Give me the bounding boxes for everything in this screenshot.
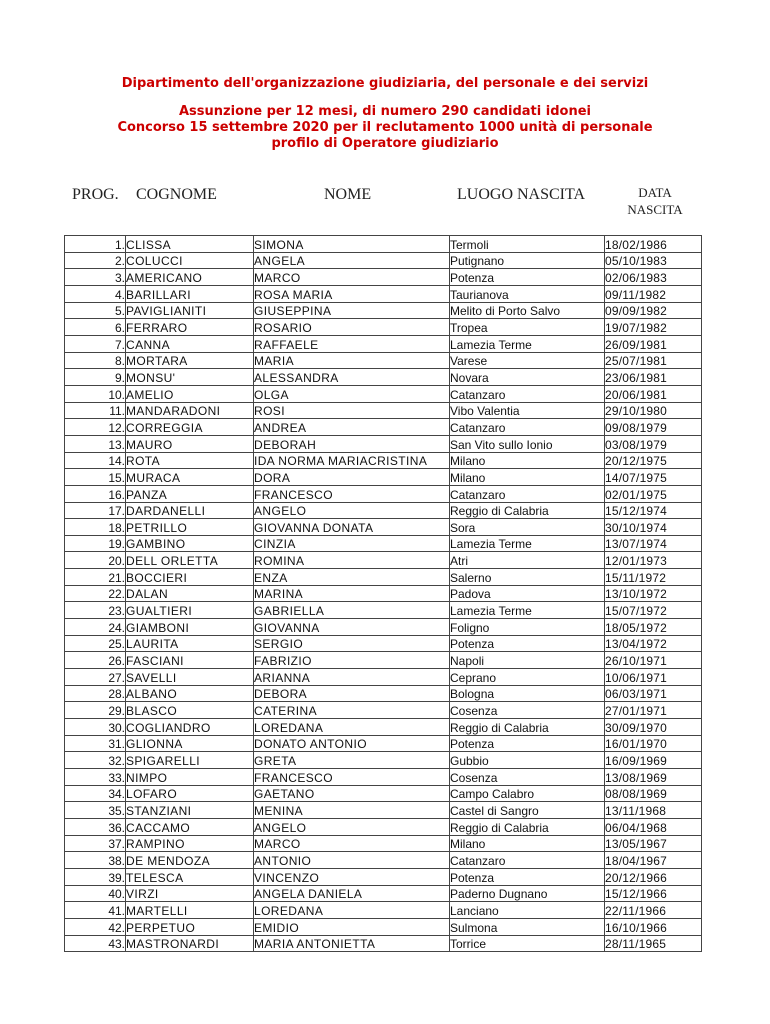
luogo-cell: Novara: [450, 369, 605, 386]
data-cell: 15/12/1974: [605, 502, 702, 519]
data-cell: 30/09/1970: [605, 719, 702, 736]
data-cell: 16/10/1966: [605, 918, 702, 935]
data-cell: 15/11/1972: [605, 569, 702, 586]
data-cell: 13/07/1974: [605, 535, 702, 552]
nome-cell: ROMINA: [254, 552, 450, 569]
prog-cell: 23.: [65, 602, 126, 619]
data-cell: 18/05/1972: [605, 619, 702, 636]
data-cell: 10/06/1971: [605, 669, 702, 686]
data-cell: 27/01/1971: [605, 702, 702, 719]
nome-cell: SIMONA: [254, 236, 450, 253]
luogo-cell: Bologna: [450, 685, 605, 702]
prog-cell: 9.: [65, 369, 126, 386]
data-cell: 16/09/1969: [605, 752, 702, 769]
luogo-cell: Paderno Dugnano: [450, 885, 605, 902]
prog-cell: 15.: [65, 469, 126, 486]
luogo-cell: Catanzaro: [450, 852, 605, 869]
luogo-cell: Torrice: [450, 935, 605, 952]
nome-cell: ROSI: [254, 402, 450, 419]
table-row: [65, 918, 702, 935]
luogo-cell: Potenza: [450, 269, 605, 286]
table-row: [65, 835, 702, 852]
table-row: [65, 602, 702, 619]
column-header-data-line2: NASCITA: [627, 202, 683, 217]
table-row: [65, 302, 702, 319]
data-cell: 20/12/1966: [605, 868, 702, 885]
data-cell: 06/04/1968: [605, 818, 702, 835]
table-row: [65, 519, 702, 536]
luogo-cell: Catanzaro: [450, 485, 605, 502]
nome-cell: IDA NORMA MARIACRISTINA: [254, 452, 450, 469]
prog-cell: 32.: [65, 752, 126, 769]
hiring-subtitle: Assunzione per 12 mesi, di numero 290 candidati idonei: [179, 104, 591, 119]
data-cell: 29/10/1980: [605, 402, 702, 419]
luogo-cell: Termoli: [450, 236, 605, 253]
cognome-cell: GUALTIERI: [126, 602, 254, 619]
cognome-cell: STANZIANI: [126, 802, 254, 819]
data-cell: 23/06/1981: [605, 369, 702, 386]
table-row: [65, 852, 702, 869]
prog-cell: 38.: [65, 852, 126, 869]
data-cell: 02/06/1983: [605, 269, 702, 286]
nome-cell: DORA: [254, 469, 450, 486]
cognome-cell: DARDANELLI: [126, 502, 254, 519]
prog-cell: 16.: [65, 485, 126, 502]
data-cell: 26/10/1971: [605, 652, 702, 669]
data-cell: 05/10/1983: [605, 252, 702, 269]
data-cell: 30/10/1974: [605, 519, 702, 536]
prog-cell: 11.: [65, 402, 126, 419]
data-cell: 13/10/1972: [605, 585, 702, 602]
table-row: [65, 719, 702, 736]
nome-cell: MARINA: [254, 585, 450, 602]
cognome-cell: BLASCO: [126, 702, 254, 719]
prog-cell: 7.: [65, 335, 126, 352]
data-cell: 13/04/1972: [605, 635, 702, 652]
table-row: [65, 685, 702, 702]
nome-cell: FRANCESCO: [254, 769, 450, 786]
data-cell: 13/05/1967: [605, 835, 702, 852]
luogo-cell: Lamezia Terme: [450, 602, 605, 619]
table-row: [65, 868, 702, 885]
nome-cell: ANDREA: [254, 419, 450, 436]
cognome-cell: AMELIO: [126, 385, 254, 402]
prog-cell: 39.: [65, 868, 126, 885]
table-row: [65, 785, 702, 802]
luogo-cell: Sora: [450, 519, 605, 536]
data-cell: 03/08/1979: [605, 435, 702, 452]
cognome-cell: BOCCIERI: [126, 569, 254, 586]
prog-cell: 30.: [65, 719, 126, 736]
cognome-cell: ALBANO: [126, 685, 254, 702]
table-row: [65, 435, 702, 452]
prog-cell: 14.: [65, 452, 126, 469]
department-title: Dipartimento dell'organizzazione giudiziaria, del personale e dei servizi: [121, 76, 649, 91]
candidates-table: [64, 235, 702, 952]
cognome-cell: SPIGARELLI: [126, 752, 254, 769]
luogo-cell: Milano: [450, 469, 605, 486]
nome-cell: VINCENZO: [254, 868, 450, 885]
cognome-cell: NIMPO: [126, 769, 254, 786]
table-row: [65, 285, 702, 302]
luogo-cell: Varese: [450, 352, 605, 369]
luogo-cell: Reggio di Calabria: [450, 719, 605, 736]
table-row: [65, 669, 702, 686]
candidates-table-body: [65, 236, 702, 952]
nome-cell: LOREDANA: [254, 902, 450, 919]
data-cell: 18/04/1967: [605, 852, 702, 869]
nome-cell: DEBORA: [254, 685, 450, 702]
nome-cell: DEBORAH: [254, 435, 450, 452]
data-cell: 13/11/1968: [605, 802, 702, 819]
cognome-cell: MONSU': [126, 369, 254, 386]
prog-cell: 20.: [65, 552, 126, 569]
luogo-cell: Milano: [450, 452, 605, 469]
cognome-cell: SAVELLI: [126, 669, 254, 686]
nome-cell: MARCO: [254, 835, 450, 852]
nome-cell: ANGELA DANIELA: [254, 885, 450, 902]
data-cell: 22/11/1966: [605, 902, 702, 919]
nome-cell: GIUSEPPINA: [254, 302, 450, 319]
nome-cell: EMIDIO: [254, 918, 450, 935]
table-row: [65, 569, 702, 586]
nome-cell: ANGELO: [254, 818, 450, 835]
cognome-cell: TELESCA: [126, 868, 254, 885]
table-row: [65, 402, 702, 419]
cognome-cell: DE MENDOZA: [126, 852, 254, 869]
prog-cell: 42.: [65, 918, 126, 935]
data-cell: 16/01/1970: [605, 735, 702, 752]
data-cell: 20/12/1975: [605, 452, 702, 469]
data-cell: 28/11/1965: [605, 935, 702, 952]
cognome-cell: CORREGGIA: [126, 419, 254, 436]
nome-cell: GIOVANNA: [254, 619, 450, 636]
cognome-cell: CACCAMO: [126, 818, 254, 835]
prog-cell: 10.: [65, 385, 126, 402]
nome-cell: GIOVANNA DONATA: [254, 519, 450, 536]
table-row: [65, 335, 702, 352]
nome-cell: SERGIO: [254, 635, 450, 652]
data-cell: 09/09/1982: [605, 302, 702, 319]
nome-cell: ARIANNA: [254, 669, 450, 686]
cognome-cell: PANZA: [126, 485, 254, 502]
cognome-cell: COGLIANDRO: [126, 719, 254, 736]
luogo-cell: Ceprano: [450, 669, 605, 686]
prog-cell: 6.: [65, 319, 126, 336]
nome-cell: ENZA: [254, 569, 450, 586]
prog-cell: 21.: [65, 569, 126, 586]
luogo-cell: Lamezia Terme: [450, 335, 605, 352]
prog-cell: 12.: [65, 419, 126, 436]
prog-cell: 8.: [65, 352, 126, 369]
prog-cell: 25.: [65, 635, 126, 652]
prog-cell: 13.: [65, 435, 126, 452]
prog-cell: 2.: [65, 252, 126, 269]
table-row: [65, 535, 702, 552]
luogo-cell: Cosenza: [450, 702, 605, 719]
data-cell: 08/08/1969: [605, 785, 702, 802]
table-row: [65, 385, 702, 402]
nome-cell: ROSARIO: [254, 319, 450, 336]
data-cell: 14/07/1975: [605, 469, 702, 486]
cognome-cell: PERPETUO: [126, 918, 254, 935]
luogo-cell: Lamezia Terme: [450, 535, 605, 552]
prog-cell: 41.: [65, 902, 126, 919]
cognome-cell: AMERICANO: [126, 269, 254, 286]
prog-cell: 17.: [65, 502, 126, 519]
competition-subtitle: Concorso 15 settembre 2020 per il reclutamento 1000 unità di personale: [117, 120, 653, 135]
data-cell: 15/12/1966: [605, 885, 702, 902]
table-row: [65, 452, 702, 469]
luogo-cell: Potenza: [450, 635, 605, 652]
luogo-cell: Catanzaro: [450, 419, 605, 436]
luogo-cell: Reggio di Calabria: [450, 818, 605, 835]
cognome-cell: GLIONNA: [126, 735, 254, 752]
prog-cell: 18.: [65, 519, 126, 536]
nome-cell: CATERINA: [254, 702, 450, 719]
luogo-cell: Putignano: [450, 252, 605, 269]
nome-cell: MARIA ANTONIETTA: [254, 935, 450, 952]
prog-cell: 31.: [65, 735, 126, 752]
prog-cell: 40.: [65, 885, 126, 902]
data-cell: 06/03/1971: [605, 685, 702, 702]
table-row: [65, 935, 702, 952]
table-row: [65, 319, 702, 336]
data-cell: 15/07/1972: [605, 602, 702, 619]
cognome-cell: BARILLARI: [126, 285, 254, 302]
table-row: [65, 652, 702, 669]
luogo-cell: Campo Calabro: [450, 785, 605, 802]
data-cell: 18/02/1986: [605, 236, 702, 253]
table-row: [65, 469, 702, 486]
luogo-cell: Napoli: [450, 652, 605, 669]
prog-cell: 5.: [65, 302, 126, 319]
table-row: [65, 752, 702, 769]
data-cell: 19/07/1982: [605, 319, 702, 336]
table-row: [65, 485, 702, 502]
column-header-luogo: LUOGO NASCITA: [457, 186, 586, 203]
prog-cell: 36.: [65, 818, 126, 835]
luogo-cell: Taurianova: [450, 285, 605, 302]
table-row: [65, 735, 702, 752]
nome-cell: CINZIA: [254, 535, 450, 552]
column-header-cognome: COGNOME: [136, 186, 217, 203]
nome-cell: ANTONIO: [254, 852, 450, 869]
cognome-cell: LOFARO: [126, 785, 254, 802]
luogo-cell: Reggio di Calabria: [450, 502, 605, 519]
data-cell: 26/09/1981: [605, 335, 702, 352]
table-row: [65, 419, 702, 436]
table-row: [65, 236, 702, 253]
prog-cell: 33.: [65, 769, 126, 786]
table-row: [65, 552, 702, 569]
cognome-cell: CANNA: [126, 335, 254, 352]
luogo-cell: Salerno: [450, 569, 605, 586]
prog-cell: 34.: [65, 785, 126, 802]
data-cell: 13/08/1969: [605, 769, 702, 786]
luogo-cell: Milano: [450, 835, 605, 852]
table-row: [65, 269, 702, 286]
table-row: [65, 635, 702, 652]
table-row: [65, 252, 702, 269]
luogo-cell: Melito di Porto Salvo: [450, 302, 605, 319]
luogo-cell: Cosenza: [450, 769, 605, 786]
cognome-cell: MORTARA: [126, 352, 254, 369]
table-row: [65, 585, 702, 602]
cognome-cell: LAURITA: [126, 635, 254, 652]
nome-cell: MARCO: [254, 269, 450, 286]
data-cell: 02/01/1975: [605, 485, 702, 502]
table-row: [65, 818, 702, 835]
cognome-cell: PAVIGLIANITI: [126, 302, 254, 319]
prog-cell: 26.: [65, 652, 126, 669]
prog-cell: 3.: [65, 269, 126, 286]
data-cell: 09/08/1979: [605, 419, 702, 436]
luogo-cell: Castel di Sangro: [450, 802, 605, 819]
luogo-cell: Gubbio: [450, 752, 605, 769]
table-row: [65, 619, 702, 636]
table-row: [65, 502, 702, 519]
profile-subtitle: profilo di Operatore giudiziario: [271, 136, 499, 151]
column-header-prog: PROG.: [72, 186, 119, 203]
cognome-cell: FERRARO: [126, 319, 254, 336]
cognome-cell: RAMPINO: [126, 835, 254, 852]
cognome-cell: MAURO: [126, 435, 254, 452]
cognome-cell: GIAMBONI: [126, 619, 254, 636]
prog-cell: 28.: [65, 685, 126, 702]
prog-cell: 29.: [65, 702, 126, 719]
cognome-cell: MARTELLI: [126, 902, 254, 919]
cognome-cell: FASCIANI: [126, 652, 254, 669]
nome-cell: DONATO ANTONIO: [254, 735, 450, 752]
cognome-cell: CLISSA: [126, 236, 254, 253]
cognome-cell: PETRILLO: [126, 519, 254, 536]
luogo-cell: Padova: [450, 585, 605, 602]
luogo-cell: Vibo Valentia: [450, 402, 605, 419]
prog-cell: 22.: [65, 585, 126, 602]
table-row: [65, 769, 702, 786]
cognome-cell: VIRZI: [126, 885, 254, 902]
nome-cell: ANGELA: [254, 252, 450, 269]
cognome-cell: DELL ORLETTA: [126, 552, 254, 569]
nome-cell: GABRIELLA: [254, 602, 450, 619]
luogo-cell: Lanciano: [450, 902, 605, 919]
prog-cell: 19.: [65, 535, 126, 552]
column-header-nome: NOME: [324, 186, 372, 203]
column-header-data-line1: DATA: [638, 185, 672, 200]
nome-cell: ALESSANDRA: [254, 369, 450, 386]
data-cell: 20/06/1981: [605, 385, 702, 402]
data-cell: 25/07/1981: [605, 352, 702, 369]
cognome-cell: GAMBINO: [126, 535, 254, 552]
table-row: [65, 702, 702, 719]
prog-cell: 35.: [65, 802, 126, 819]
luogo-cell: Potenza: [450, 868, 605, 885]
cognome-cell: ROTA: [126, 452, 254, 469]
column-header-data: [615, 185, 695, 218]
nome-cell: ROSA MARIA: [254, 285, 450, 302]
nome-cell: GAETANO: [254, 785, 450, 802]
table-row: [65, 885, 702, 902]
prog-cell: 24.: [65, 619, 126, 636]
cognome-cell: MURACA: [126, 469, 254, 486]
cognome-cell: DALAN: [126, 585, 254, 602]
cognome-cell: COLUCCI: [126, 252, 254, 269]
prog-cell: 27.: [65, 669, 126, 686]
cognome-cell: MANDARADONI: [126, 402, 254, 419]
prog-cell: 1.: [65, 236, 126, 253]
nome-cell: MENINA: [254, 802, 450, 819]
nome-cell: RAFFAELE: [254, 335, 450, 352]
data-cell: 09/11/1982: [605, 285, 702, 302]
luogo-cell: Foligno: [450, 619, 605, 636]
table-row: [65, 902, 702, 919]
nome-cell: LOREDANA: [254, 719, 450, 736]
table-row: [65, 369, 702, 386]
luogo-cell: Potenza: [450, 735, 605, 752]
luogo-cell: Sulmona: [450, 918, 605, 935]
nome-cell: GRETA: [254, 752, 450, 769]
nome-cell: MARIA: [254, 352, 450, 369]
prog-cell: 43.: [65, 935, 126, 952]
data-cell: 12/01/1973: [605, 552, 702, 569]
cognome-cell: MASTRONARDI: [126, 935, 254, 952]
prog-cell: 4.: [65, 285, 126, 302]
table-row: [65, 352, 702, 369]
nome-cell: FRANCESCO: [254, 485, 450, 502]
luogo-cell: San Vito sullo Ionio: [450, 435, 605, 452]
nome-cell: OLGA: [254, 385, 450, 402]
table-row: [65, 802, 702, 819]
luogo-cell: Atri: [450, 552, 605, 569]
prog-cell: 37.: [65, 835, 126, 852]
nome-cell: FABRIZIO: [254, 652, 450, 669]
luogo-cell: Catanzaro: [450, 385, 605, 402]
nome-cell: ANGELO: [254, 502, 450, 519]
luogo-cell: Tropea: [450, 319, 605, 336]
